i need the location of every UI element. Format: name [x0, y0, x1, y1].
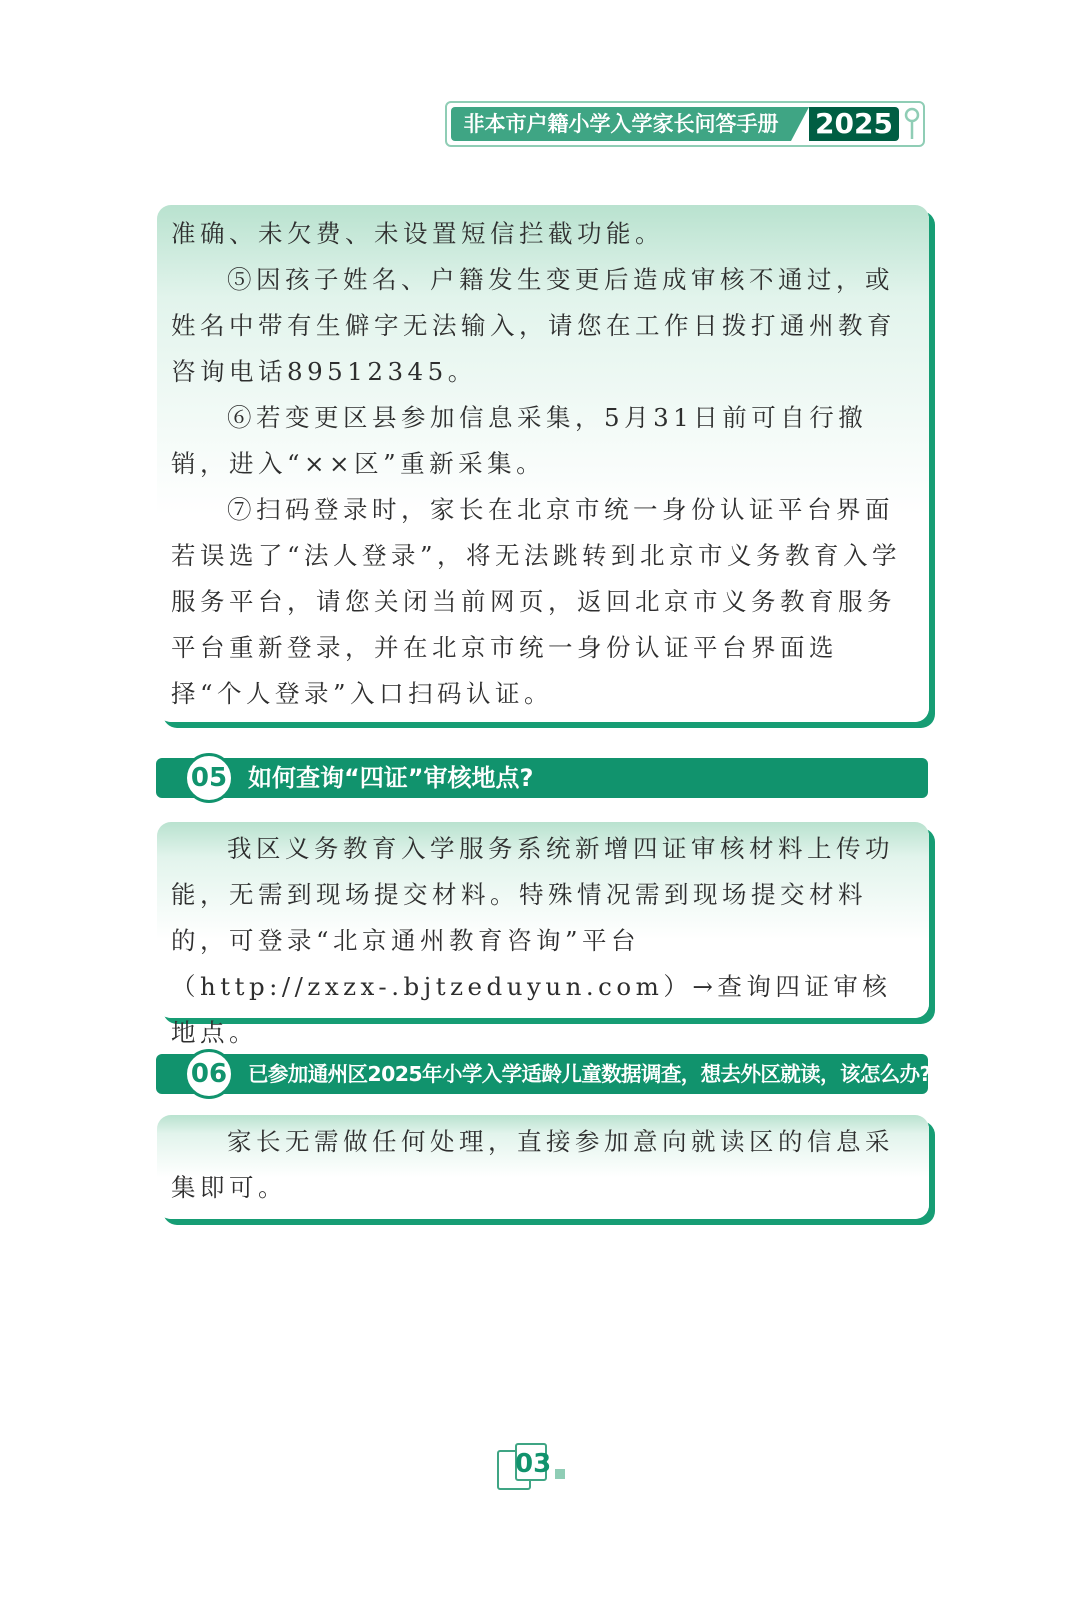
answer-paragraph: 家长无需做任何处理，直接参加意向就读区的信息采集即可。 — [171, 1127, 894, 1202]
year-badge — [809, 107, 899, 141]
question-title: 已参加通州区2025年小学入学适龄儿童数据调查，想去外区就读，该怎么办? — [248, 1062, 931, 1086]
handbook-title: 非本市户籍小学入学家长问答手册 — [451, 107, 791, 141]
question-number-badge: 05 — [184, 753, 234, 803]
answer-paragraph: ⑦扫码登录时，家长在北京市统一身份认证平台界面若误选了“法人登录”，将无法跳转到北京市义务教育入学服务平台，请您关闭当前网页，返回北京市义务教育服务平台重新登录，并在北京市统一身份认证平台界面选择“个人登录”入口扫码认证。 — [171, 495, 902, 708]
header-divider-shape — [791, 107, 809, 141]
question-title: 如何查询“四证”审核地点? — [248, 764, 534, 792]
page-number-square-icon — [555, 1469, 565, 1479]
question-number-badge: 06 — [184, 1049, 234, 1099]
handbook-header-badge — [445, 101, 925, 147]
question-heading-06 — [156, 1054, 931, 1094]
answer-card-06 — [157, 1115, 929, 1219]
answer-paragraph: ⑥若变更区县参加信息采集，5月31日前可自行撤销，进入“××区”重新采集。 — [171, 403, 868, 478]
year-label: 2025 — [815, 107, 893, 140]
answer-paragraph: ⑤因孩子姓名、户籍发生变更后造成审核不通过，或姓名中带有生僻字无法输入，请您在工作日拨打通州教育咨询电话89512345。 — [171, 265, 896, 386]
page-number: 03 — [515, 1449, 552, 1479]
answer-card-05 — [157, 822, 929, 1047]
answer-card-04-continued — [157, 205, 929, 722]
question-heading-05 — [156, 758, 928, 798]
answer-paragraph: 准确、未欠费、未设置短信拦截功能。 — [171, 219, 664, 248]
map-pin-icon — [902, 105, 922, 145]
answer-paragraph: 我区义务教育入学服务系统新增四证审核材料上传功能，无需到现场提交材料。特殊情况需到现场提交材料的，可登录“北京通州教育咨询”平台（http://zxzx-.bjtzeduyun.com）→查询四证审核地点。 — [171, 834, 894, 1047]
